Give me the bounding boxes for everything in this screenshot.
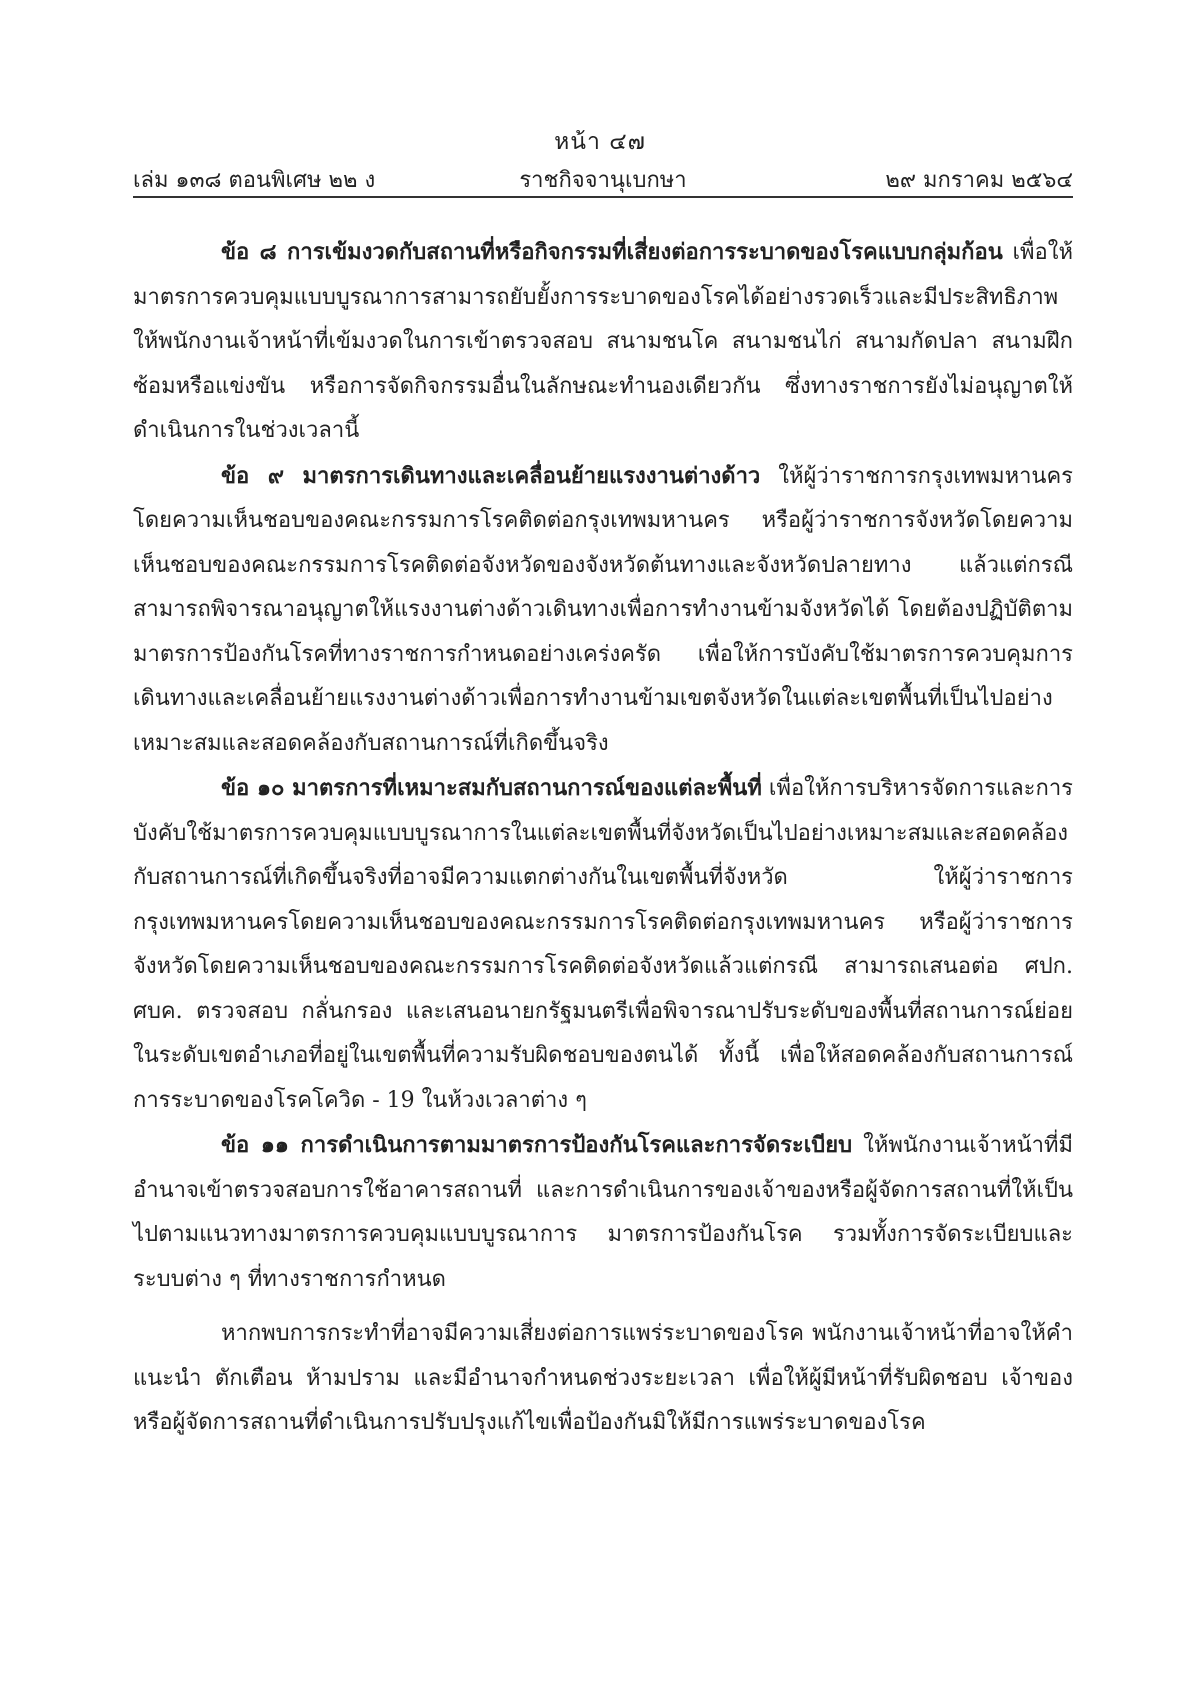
section-11: [133, 1123, 1073, 1302]
section-text: เพื่อให้มาตรการควบคุมแบบบูรณาการสามารถยับยั้งการระบาดของโรคได้อย่างรวดเร็วและมีประสิทธิภาพ ให้พนักงานเจ้าหน้าที่เข้มงวดในการเข้าตรวจสอบ สนามชนโค สนามชนไก่ สนามกัดปลา สนามฝึกซ้อมหรือแข่งขัน หรือการจัดกิจกรรมอื่นในลักษณะทำนองเดียวกัน ซึ่งทางราชการยังไม่อนุญาตให้ดำเนินการในช่วงเวลานี้: [133, 240, 1073, 443]
section-heading: ข้อ ๑๑ การดำเนินการตามมาตรการป้องกันโรคและการจัดระเบียบ: [221, 1132, 853, 1158]
page-number: หน้า ๔๗: [554, 129, 646, 155]
section-text: ให้พนักงานเจ้าหน้าที่มีอำนาจเข้าตรวจสอบการใช้อาคารสถานที่ และการดำเนินการของเจ้าของหรือผู้จัดการสถานที่ให้เป็นไปตามแนวทางมาตรการควบคุมแบบบูรณาการ มาตรการป้องกันโรค รวมทั้งการจัดระเบียบและระบบต่าง ๆ ที่ทางราชการกำหนด: [133, 1133, 1073, 1292]
section-heading: ข้อ ๘ การเข้มงวดกับสถานที่หรือกิจกรรมที่เสี่ยงต่อการระบาดของโรคแบบกลุ่มก้อน: [221, 239, 1003, 265]
section-text: ให้ผู้ว่าราชการกรุงเทพมหานครโดยความเห็นชอบของคณะกรรมการโรคติดต่อกรุงเทพมหานคร หรือผู้ว่าราชการจังหวัดโดยความเห็นชอบของคณะกรรมการโรคติดต่อจังหวัดของจังหวัดต้นทางและจังหวัดปลายทาง แล้วแต่กรณี สามารถพิจารณาอนุญาตให้แรงงานต่างด้าวเดินทางเพื่อการทำงานข้ามจังหวัดได้ โดยต้องปฏิบัติตามมาตรการป้องกันโรคที่ทางราชการกำหนดอย่างเคร่งครัด เพื่อให้การบังคับใช้มาตรการควบคุมการเดินทางและเคลื่อนย้ายแรงงานต่างด้าวเพื่อการทำงานข้ามเขตจังหวัดในแต่ละเขตพื้นที่เป็นไปอย่างเหมาะสมและสอดคล้องกับสถานการณ์ที่เกิดขึ้นจริง: [133, 463, 1073, 756]
section-heading: ข้อ ๑๐ มาตรการที่เหมาะสมกับสถานการณ์ของแต่ละพื้นที่: [221, 775, 762, 801]
publication-title: ราชกิจจานุเบกษา: [519, 168, 687, 193]
closing-paragraph: หากพบการกระทำที่อาจมีความเสี่ยงต่อการแพร่ระบาดของโรค พนักงานเจ้าหน้าที่อาจให้คำแนะนำ ตักเตือน ห้ามปราม และมีอำนาจกำหนดช่วงระยะเวลา เพื่อให้ผู้มีหน้าที่รับผิดชอบ เจ้าของ หรือผู้จัดการสถานที่ดำเนินการปรับปรุงแก้ไขเพื่อป้องกันมิให้มีการแพร่ระบาดของโรค: [133, 1321, 1073, 1435]
document-body: [133, 230, 1073, 1446]
publication-date: ๒๙ มกราคม ๒๕๖๔: [885, 168, 1073, 193]
section-8: [133, 230, 1073, 454]
section-9: [133, 454, 1073, 767]
section-10: [133, 766, 1073, 1123]
section-heading: ข้อ ๙ มาตรการเดินทางและเคลื่อนย้ายแรงงานต่างด้าว: [221, 462, 761, 489]
section-text: เพื่อให้การบริหารจัดการและการบังคับใช้มาตรการควบคุมแบบบูรณาการในแต่ละเขตพื้นที่จังหวัดเป็นไปอย่างเหมาะสมและสอดคล้องกับสถานการณ์ที่เกิดขึ้นจริงที่อาจมีความแตกต่างกันในเขตพื้นที่จังหวัด ให้ผู้ว่าราชการกรุงเทพมหานครโดยความเห็นชอบของคณะกรรมการโรคติดต่อกรุงเทพมหานคร หรือผู้ว่าราชการจังหวัดโดยความเห็นชอบของคณะกรรมการโรคติดต่อจังหวัดแล้วแต่กรณี สามารถเสนอต่อ ศปก. ศบค. ตรวจสอบ กลั่นกรอง และเสนอนายกรัฐมนตรีเพื่อพิจารณาปรับระดับของพื้นที่สถานการณ์ย่อยในระดับเขตอำเภอที่อยู่ในเขตพื้นที่ความรับผิดชอบของตนได้ ทั้งนี้ เพื่อให้สอดคล้องกับสถานการณ์การระบาดของโรคโควิด - 19 ในห้วงเวลาต่าง ๆ: [133, 776, 1073, 1113]
gazette-header: [133, 160, 1073, 198]
volume-issue: เล่ม ๑๓๘ ตอนพิเศษ ๒๒ ง: [133, 168, 376, 193]
